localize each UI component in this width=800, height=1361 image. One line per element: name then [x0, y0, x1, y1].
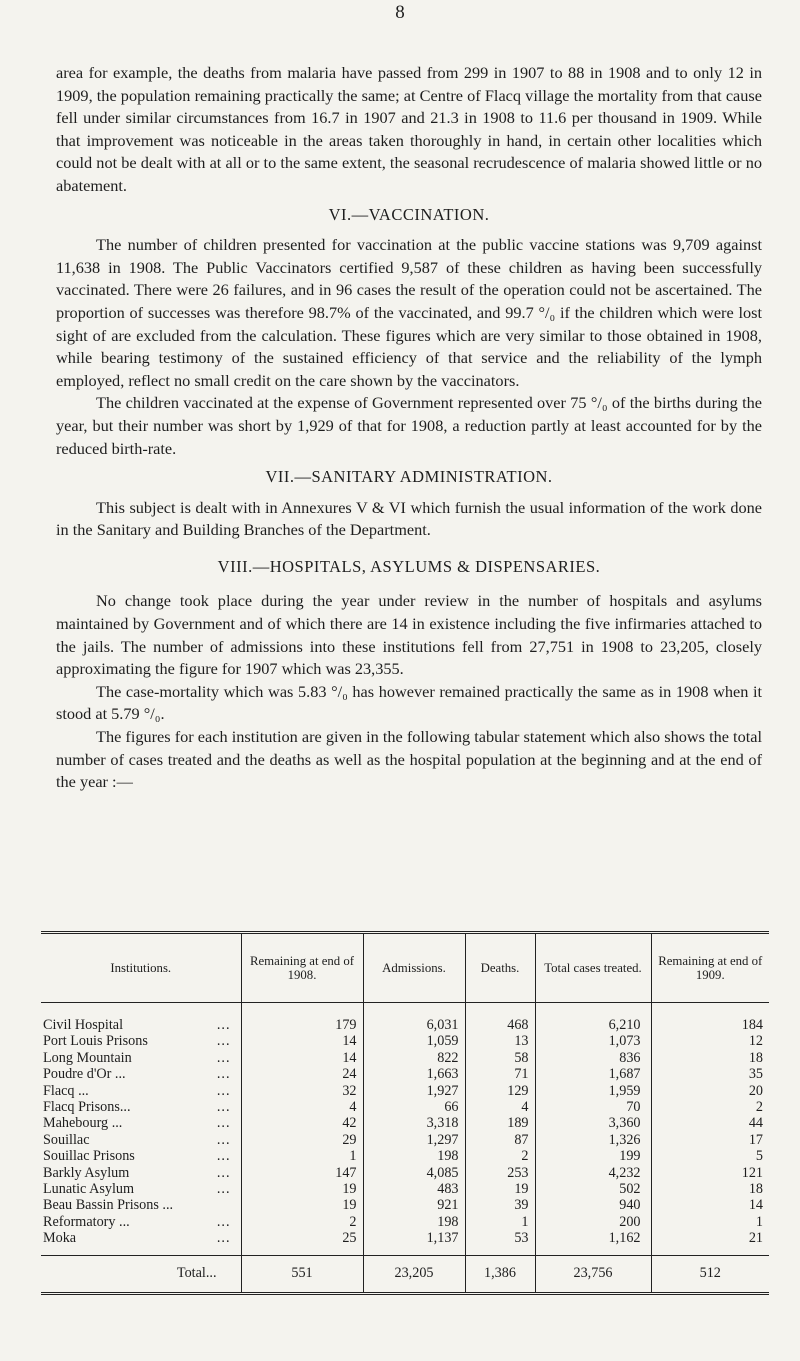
deaths-cell: 87: [465, 1132, 535, 1148]
admissions-cell: 6,031: [363, 1003, 465, 1034]
remaining-1908-cell: 19: [241, 1181, 363, 1197]
admissions-cell: 921: [363, 1197, 465, 1213]
institution-name: [41, 1181, 241, 1197]
table-row: [41, 1083, 769, 1099]
leader-dots: ...: [216, 1099, 231, 1116]
institution-label: Moka: [43, 1230, 77, 1247]
remaining-1908-cell: 24: [241, 1066, 363, 1082]
remaining-1908-cell: 4: [241, 1099, 363, 1115]
remaining-1909-cell: 2: [651, 1099, 769, 1115]
remaining-1908-cell: 179: [241, 1003, 363, 1034]
admissions-cell: 1,663: [363, 1066, 465, 1082]
remaining-1909-cell: 44: [651, 1115, 769, 1131]
remaining-1909-cell: 21: [651, 1230, 769, 1255]
leader-dots: ...: [216, 1017, 231, 1033]
institution-label: Mahebourg ...: [43, 1115, 123, 1132]
leader-dots: ...: [216, 1115, 231, 1132]
institution-label: Lunatic Asylum: [43, 1181, 135, 1198]
page-number: 8: [395, 2, 405, 23]
institution-name: [41, 1148, 241, 1164]
total-treated-cell: 70: [535, 1099, 651, 1115]
hospitals-paragraph-3: The figures for each institution are given in the following tabular statement which also shows the total number of cases treated and the deaths as well as the hospital population at the beginning and at the end of the year :—: [56, 727, 762, 792]
remaining-1908-cell: 25: [241, 1230, 363, 1255]
leader-dots: ...: [216, 1213, 231, 1230]
remaining-1908-cell: 14: [241, 1033, 363, 1049]
admissions-cell: 4,085: [363, 1165, 465, 1181]
institution-name: [41, 1132, 241, 1148]
total-treated-cell: 1,073: [535, 1033, 651, 1049]
table-header-row: [41, 933, 769, 1003]
remaining-1909-cell: 20: [651, 1083, 769, 1099]
table-row: [41, 1115, 769, 1131]
remaining-1908-cell: 147: [241, 1165, 363, 1181]
total-treated-cell: 836: [535, 1050, 651, 1066]
admissions-cell: 198: [363, 1214, 465, 1230]
body-text: [56, 62, 762, 794]
hospitals-paragraph-1: No change took place during the year under review in the number of hospitals and asylums maintained by Government and of which there are 14 in existence including the five infirmaries attached to the jails. The number of admissions into these institutions fell from 27,751 in 1908 to 23,205, closely approximating the figure for 1907 which was 23,355.: [56, 591, 762, 679]
admissions-cell: 1,137: [363, 1230, 465, 1255]
admissions-cell: 1,297: [363, 1132, 465, 1148]
total-remaining-1909: 512: [651, 1255, 769, 1293]
header-admissions: Admissions.: [363, 933, 465, 1003]
total-label: Total...: [41, 1255, 241, 1293]
institution-label: Reformatory ...: [43, 1213, 130, 1230]
leader-dots: ...: [216, 1082, 231, 1099]
institution-label: Long Mountain: [43, 1049, 132, 1066]
sanitary-heading: VII.—SANITARY ADMINISTRATION.: [265, 467, 553, 487]
header-deaths: Deaths.: [465, 933, 535, 1003]
institution-name: [41, 1214, 241, 1230]
total-treated-cell: 1,162: [535, 1230, 651, 1255]
vaccination-paragraph-1: The number of children presented for vaccination at the public vaccine stations was 9,709 against 11,638 in 1908. The Public Vaccinators certified 9,587 of these children as having been successfully vaccinated. There were 26 failures, and in 96 cases the result of the operation could not be ascertained. The proportion of successes was therefore 98.7% of the vaccinated, and 99.7 °/₀ if the children which were lost sight of are excluded from the calculation. These figures which are very similar to those obtained in 1908, while bearing testimony of the sustained efficiency of that service and the reliability of the lymph employed, reflect no small credit on the care shown by the vaccinators.: [56, 235, 762, 390]
remaining-1909-cell: 5: [651, 1148, 769, 1164]
table-row: [41, 1066, 769, 1082]
remaining-1908-cell: 42: [241, 1115, 363, 1131]
table-row: [41, 1132, 769, 1148]
sanitary-paragraph: This subject is dealt with in Annexures V & VI which furnish the usual information of the work done in the Sanitary and Building Branches of the Department.: [56, 497, 762, 540]
header-remaining-1909: Remaining at end of 1909.: [651, 933, 769, 1003]
institution-label: Flacq ...: [43, 1082, 89, 1099]
institution-label: Souillac: [43, 1131, 90, 1148]
remaining-1908-cell: 1: [241, 1148, 363, 1164]
deaths-cell: 1: [465, 1214, 535, 1230]
remaining-1909-cell: 121: [651, 1165, 769, 1181]
deaths-cell: 189: [465, 1115, 535, 1131]
institution-name: [41, 1099, 241, 1115]
malaria-paragraph: area for example, the deaths from malaria have passed from 299 in 1907 to 88 in 1908 and to only 12 in 1909, the population remaining practically the same; at Centre of Flacq village the mortality from that cause fell under similar circumstances from 16.7 in 1907 and 21.3 in 1908 to 11.6 per thousand in 1909. While that improvement was noticeable in the areas taken thoroughly in hand, in certain other localities which could not be dealt with at all or to the same extent, the seasonal recrudescence of malaria showed little or no abatement.: [56, 63, 762, 195]
deaths-cell: 39: [465, 1197, 535, 1213]
admissions-cell: 66: [363, 1099, 465, 1115]
admissions-cell: 3,318: [363, 1115, 465, 1131]
leader-dots: ...: [216, 1049, 231, 1066]
remaining-1908-cell: 32: [241, 1083, 363, 1099]
institution-name: [41, 1033, 241, 1049]
total-treated-cell: 1,687: [535, 1066, 651, 1082]
table-row: [41, 1050, 769, 1066]
deaths-cell: 19: [465, 1181, 535, 1197]
table-row: [41, 1214, 769, 1230]
vaccination-heading: VI.—VACCINATION.: [328, 204, 490, 224]
total-treated-cell: 1,959: [535, 1083, 651, 1099]
deaths-cell: 468: [465, 1003, 535, 1034]
remaining-1909-cell: 18: [651, 1181, 769, 1197]
total-treated-cell: 502: [535, 1181, 651, 1197]
admissions-cell: 198: [363, 1148, 465, 1164]
total-deaths: 1,386: [465, 1255, 535, 1293]
hospitals-paragraph-2: The case-mortality which was 5.83 °/₀ has however remained practically the same as in 1908 when it stood at 5.79 °/₀.: [56, 681, 762, 724]
admissions-cell: 1,059: [363, 1033, 465, 1049]
deaths-cell: 13: [465, 1033, 535, 1049]
institution-name: [41, 1083, 241, 1099]
leader-dots: ...: [216, 1033, 231, 1050]
table-row: [41, 1197, 769, 1213]
remaining-1908-cell: 29: [241, 1132, 363, 1148]
leader-dots: ...: [216, 1181, 231, 1198]
institution-name: [41, 1050, 241, 1066]
remaining-1908-cell: 2: [241, 1214, 363, 1230]
admissions-cell: 483: [363, 1181, 465, 1197]
table-row: [41, 1181, 769, 1197]
total-treated-cell: 199: [535, 1148, 651, 1164]
total-row: [41, 1255, 769, 1293]
institution-name: [41, 1003, 241, 1034]
vaccination-paragraph-2: The children vaccinated at the expense of Government represented over 75 °/₀ of the births during the year, but their number was short by 1,929 of that for 1908, a reduction partly at least accounted for by the reduced birth-rate.: [56, 393, 762, 458]
leader-dots: ...: [216, 1131, 231, 1148]
table-row: [41, 1230, 769, 1255]
total-treated-cell: 4,232: [535, 1165, 651, 1181]
remaining-1909-cell: 18: [651, 1050, 769, 1066]
institution-label: Civil Hospital: [43, 1017, 124, 1033]
hospitals-heading: VIII.—HOSPITALS, ASYLUMS & DISPENSARIES.: [217, 556, 601, 576]
institution-name: [41, 1197, 241, 1213]
table-row: [41, 1099, 769, 1115]
total-remaining-1908: 551: [241, 1255, 363, 1293]
institution-label: Poudre d'Or ...: [43, 1066, 126, 1083]
header-remaining-1908: Remaining at end of 1908.: [241, 933, 363, 1003]
leader-dots: ...: [216, 1230, 231, 1247]
total-admissions: 23,205: [363, 1255, 465, 1293]
remaining-1909-cell: 12: [651, 1033, 769, 1049]
remaining-1908-cell: 19: [241, 1197, 363, 1213]
remaining-1908-cell: 14: [241, 1050, 363, 1066]
deaths-cell: 129: [465, 1083, 535, 1099]
total-treated-cell: 940: [535, 1197, 651, 1213]
total-cases-treated: 23,756: [535, 1255, 651, 1293]
leader-dots: ...: [216, 1148, 231, 1165]
institution-label: Souillac Prisons: [43, 1148, 135, 1165]
remaining-1909-cell: 14: [651, 1197, 769, 1213]
remaining-1909-cell: 35: [651, 1066, 769, 1082]
admissions-cell: 822: [363, 1050, 465, 1066]
remaining-1909-cell: 17: [651, 1132, 769, 1148]
institution-label: Barkly Asylum: [43, 1164, 130, 1181]
table-row: [41, 1003, 769, 1034]
total-treated-cell: 200: [535, 1214, 651, 1230]
leader-dots: ...: [216, 1164, 231, 1181]
leader-dots: ...: [216, 1066, 231, 1083]
institutions-table: [41, 931, 769, 1295]
institution-name: [41, 1115, 241, 1131]
table-row: [41, 1033, 769, 1049]
institution-label: Port Louis Prisons: [43, 1033, 148, 1050]
total-treated-cell: 1,326: [535, 1132, 651, 1148]
institution-name: [41, 1230, 241, 1255]
institution-label: Beau Bassin Prisons ...: [43, 1197, 174, 1214]
deaths-cell: 4: [465, 1099, 535, 1115]
deaths-cell: 71: [465, 1066, 535, 1082]
header-institutions: Institutions.: [41, 933, 241, 1003]
table-row: [41, 1148, 769, 1164]
deaths-cell: 53: [465, 1230, 535, 1255]
admissions-cell: 1,927: [363, 1083, 465, 1099]
remaining-1909-cell: 1: [651, 1214, 769, 1230]
remaining-1909-cell: 184: [651, 1003, 769, 1034]
institution-name: [41, 1066, 241, 1082]
total-treated-cell: 6,210: [535, 1003, 651, 1034]
institution-name: [41, 1165, 241, 1181]
institution-label: Flacq Prisons...: [43, 1099, 131, 1116]
header-total-treated: Total cases treated.: [535, 933, 651, 1003]
table-row: [41, 1165, 769, 1181]
deaths-cell: 58: [465, 1050, 535, 1066]
total-treated-cell: 3,360: [535, 1115, 651, 1131]
deaths-cell: 253: [465, 1165, 535, 1181]
deaths-cell: 2: [465, 1148, 535, 1164]
